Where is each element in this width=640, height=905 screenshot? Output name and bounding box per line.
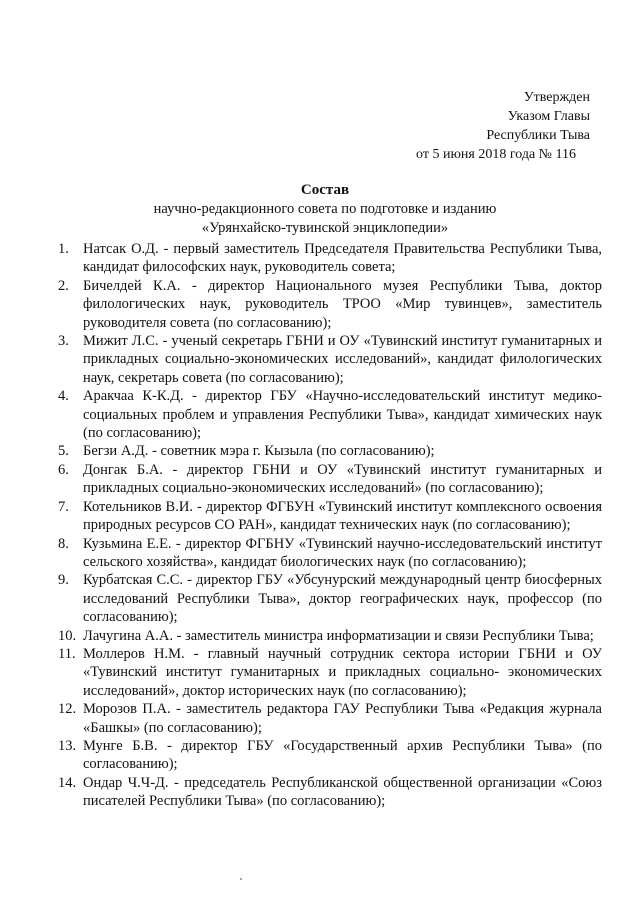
list-item-number: 5. — [58, 443, 69, 460]
approval-line-approved: Утвержден — [523, 90, 590, 105]
approval-line-date: от 5 июня 2018 года № 116 — [416, 147, 576, 162]
list-item-text: Донгак Б.А. - директор ГБНИ и ОУ «Тувинский институт гуманитарных и прикладных социально-экономических исследований» (по согласованию); — [83, 461, 602, 497]
list-item-number: 11. — [58, 645, 76, 662]
list-item-number: 7. — [58, 498, 69, 515]
list-item-number: 10. — [58, 627, 77, 644]
list-item-number: 8. — [58, 535, 69, 552]
list-item-text: Моллеров Н.М. - главный научный сотрудник сектора истории ГБНИ и ОУ «Тувинский институт гуманитарных и прикладных социально- экономических исследований», доктор исторических наук (по согласованию); — [83, 645, 602, 699]
scan-speck — [240, 878, 242, 880]
list-item-text: Бичелдей К.А. - директор Национального музея Республики Тыва, доктор филологических наук, руководитель ТРОО «Мир тувинцев», заместитель руководителя совета (по согласованию); — [83, 277, 602, 331]
list-item — [58, 535, 602, 572]
list-item-number: 2. — [58, 277, 69, 294]
list-item — [58, 461, 602, 498]
list-item — [58, 700, 602, 737]
list-item-text: Натсак О.Д. - первый заместитель Председателя Правительства Республики Тыва, кандидат философских наук, руководитель совета; — [83, 241, 602, 276]
list-item — [58, 737, 602, 774]
list-item-text: Кузьмина Е.Е. - директор ФГБНУ «Тувинский научно-исследовательский институт сельского хозяйства», кандидат биологических наук (по согласованию); — [83, 535, 602, 570]
document-subtitle-line2: «Урянхайско-тувинской энциклопедии» — [201, 220, 449, 236]
approval-line-decree: Указом Главы — [507, 109, 590, 124]
list-item — [58, 774, 602, 811]
list-item-text: Котельников В.И. - директор ФГБУН «Тувинский институт комплексного освоения природных ресурсов СО РАН», кандидат технических наук (по согласованию); — [83, 498, 602, 534]
list-item-number: 9. — [58, 572, 69, 589]
list-item-text: Ондар Ч.Ч-Д. - председатель Республиканской общественной организации «Союз писателей Республики Тыва» (по согласованию); — [83, 774, 602, 810]
list-item-number: 1. — [58, 241, 69, 257]
list-item-number: 3. — [58, 333, 69, 350]
list-item-text: Курбатская С.С. - директор ГБУ «Убсунурский международный центр биосферных исследований Республики Тыва», доктор географических наук, профессор (по согласованию); — [83, 572, 602, 626]
list-item — [58, 387, 602, 442]
list-item — [58, 645, 602, 700]
list-item-text: Аракчаа К-К.Д. - директор ГБУ «Научно-исследовательский институт медико-социальных проблем и управления Республики Тыва», кандидат химических наук (по согласованию); — [83, 388, 602, 442]
list-item-number: 12. — [58, 701, 77, 718]
approval-stamp — [400, 88, 590, 164]
members-list — [58, 240, 602, 811]
list-item-text: Морозов П.А. - заместитель редактора ГАУ Республики Тыва «Редакция журнала «Башкы» (по согласованию); — [83, 701, 602, 736]
list-item — [58, 571, 602, 626]
document-subtitle-line1: научно-редакционного совета по подготовке и изданию — [153, 201, 497, 217]
list-item — [58, 627, 602, 645]
document-title: Состав — [300, 182, 350, 198]
document-heading — [90, 180, 560, 238]
list-item — [58, 498, 602, 535]
list-item — [58, 442, 602, 460]
list-item — [58, 332, 602, 387]
list-item-text: Бегзи А.Д. - советник мэра г. Кызыла (по согласованию); — [83, 443, 435, 460]
list-item-text: Мунге Б.В. - директор ГБУ «Государственный архив Республики Тыва» (по согласованию); — [83, 737, 602, 773]
list-item-number: 13. — [58, 737, 77, 754]
list-item-number: 14. — [58, 774, 77, 791]
list-item-number: 4. — [58, 388, 69, 405]
approval-line-republic: Республики Тыва — [486, 128, 590, 143]
list-item — [58, 240, 602, 277]
list-item — [58, 277, 602, 332]
list-item-text: Лачугина А.А. - заместитель министра информатизации и связи Республики Тыва; — [83, 627, 594, 644]
list-item-text: Мижит Л.С. - ученый секретарь ГБНИ и ОУ «Тувинский институт гуманитарных и прикладных социально-экономических исследований», кандидат филологических наук, секретарь совета (по согласованию); — [83, 333, 602, 386]
list-item-number: 6. — [58, 461, 69, 478]
